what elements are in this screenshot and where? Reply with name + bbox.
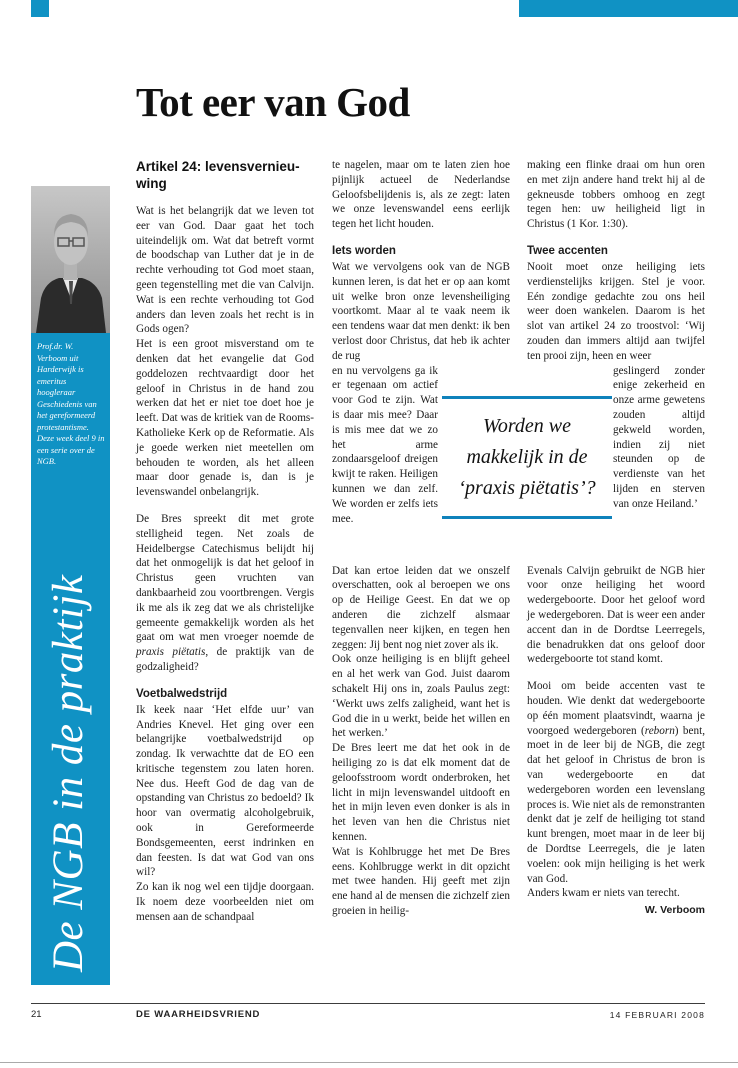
paragraph: Anders kwam er niets van terecht. — [527, 887, 680, 900]
accent-corner-bar — [519, 0, 738, 17]
italic-phrase: praxis piëtatis — [136, 646, 206, 659]
paragraph: Wat is Kohlbrugge het met De Bres eens. Kohlbrugge werkt in dit opzicht met twee handen. Hij geeft met zijn ene hand al de mensen die zichzelf zien groeien in heilig- — [332, 845, 510, 917]
subheading-iets-worden: Iets worden — [332, 244, 396, 257]
article-kicker: Artikel 24: levensvernieuwing — [136, 159, 300, 191]
italic-phrase: reborn — [644, 724, 675, 737]
paragraph: Evenals Calvijn gebruikt de NGB hier voor onze heiliging het woord wedergeboorte. Door het geloof word je wedergeboren. Dat is weer een ander accent dan in de Dordtse Leerregels, die benadrukken dat ons geloof door wedergeboorte tot stand komt. — [527, 564, 705, 666]
paragraph: Nooit moet onze heiliging iets verdienstelijks krijgen. Stel je voor. Eén zondige gedachte zou ons heil weer doen wankelen. Daarom is het slot van artikel 24 zo troostvol: ‘Wij zouden dan immers altijd aan twijfel ten prooi zijn, heen en weer — [527, 260, 705, 362]
paragraph — [136, 512, 314, 675]
subheading-voetbalwedstrijd: Voetbalwedstrijd — [136, 687, 228, 700]
accent-corner-square — [31, 0, 49, 17]
paragraph-text: ) bent, moet in de leer bij de NGB, die zegt dat het geloof in Christus de bron is van wedergeboorte en dat wedergeboren worden een levenslang proces is. Wie niet als de remonstranten denkt dat je zelf de heiliging tot stand kunt brengen, moet maar in de leer bij de Dordtse Leerregels, die je laten voelen: ook mijn heiliging is het werk van God. — [527, 724, 705, 885]
article-column-1 — [136, 158, 314, 925]
paragraph: Dat kan ertoe leiden dat we onszelf overschatten, ook al beroepen we ons op de Heilige Geest. En dat we op anderen die zichzelf alsmaar tegenvallen neer kijken, en tegen hen zeggen: Jij bent nog niet zover als ik. — [332, 564, 510, 651]
publication-name: DE WAARHEIDSVRIEND — [136, 1009, 261, 1020]
article-title: Tot eer van God — [136, 79, 410, 125]
paragraph: Ook onze heiliging is en blijft geheel en al het werk van God. Juist daarom schakelt Hij ons in, zoals Paulus zegt: ‘Werkt uws zelfs zaligheid, want het is God die in u werkt, beide het willen en het werken.’ — [332, 653, 510, 740]
paragraph-text: en nu vervolgens ga ik er tegenaan om actief voor God te zijn. Wat is daar mis mee? Daar is mis mee dat we zo het arme zondaarsgeloof dreigen kwijt te raken. Heiligen kunnen we dan zelf. We worden er zelfs iets mee. — [332, 364, 438, 525]
paragraph — [527, 679, 705, 886]
footer-rule — [31, 1003, 705, 1004]
paragraph: Wat we vervolgens ook van de NGB kunnen leren, is dat het er op aan komt uit welke bron onze levensheiliging voortkomt. Maar al te vaak neem ik een tendens waar dat men denkt: ik ben verlost door Christus, dat heb ik achter de rug — [332, 260, 510, 362]
article-column-2 — [332, 158, 510, 919]
paragraph-text: , de praktijk van de godzaligheid? — [136, 646, 314, 673]
paragraph: Ik keek naar ‘Het elfde uur’ van Andries Knevel. Het ging over een belangrijke voetbalwedstrijd op zondag. Ik verwachtte dat de EO een kritische tegenstem zou laten horen. Nee dus. Heeft God de dag van de opstanding van Christus zo bedoeld? Ik hoor van overmatig alcoholgebruik, ook in Gereformeerde Bondsgemeenten, eerst indrinken en dan feesten. Is dat wat God van ons wil? — [136, 703, 314, 879]
paragraph: De Bres leert me dat het ook in de heiliging zo is dat elk moment dat de geloofsstroom wordt onderbroken, het licht in mijn levenswandel uitdooft en het in mijn leven even donker is als in het leven van hen die Christus niet kennen. — [332, 742, 510, 843]
paragraph-text: geslingerd zonder enige zekerheid en onze arme gewetens zouden altijd gekweld worden, indien zij niet steunden op de verdienste van het lijden en sterven van onze Heiland.’ — [613, 364, 705, 510]
issue-date: 14 FEBRUARI 2008 — [609, 1010, 705, 1020]
paragraph-text: Mooi om beide accenten vast te houden. Wie denkt dat wedergeboorte op één moment plaatsvindt, waarna je voorgoed wedergeboren ( — [527, 680, 705, 737]
paragraph: Wat is het belangrijk dat we leven tot eer van God. Daar gaat het toch uiteindelijk om. Wat dat betreft vormt de boodschap van Luther dat je in de rechte verhouding tot God moet staan, geen tegenstelling met die van Calvijn. Wat is een rechte verhouding tot God anders dan leven zoals het recht is in Gods ogen? — [136, 205, 314, 336]
photo-caption: Prof.dr. W. Verboom uit Harderwijk is emeritus hoogleraar Geschiedenis van het gereformeerd protestantisme. Deze week deel 9 in een serie over de NGB. — [37, 341, 105, 466]
portrait-photo — [31, 186, 110, 333]
paragraph: Zo kan ik nog wel een tijdje doorgaan. Ik noem deze voorbeelden niet om mensen aan de schandpaal — [136, 881, 314, 923]
page-bottom-edge — [0, 1062, 738, 1063]
page-number: 21 — [31, 1009, 42, 1020]
author-byline: W. Verboom — [644, 904, 705, 917]
article-column-3 — [527, 158, 705, 918]
subheading-twee-accenten: Twee accenten — [527, 244, 608, 257]
paragraph: Het is een groot misverstand om te denken dat het evangelie dat God goddelozen rechtvaardigt door het geloof in Christus in de hand zou werken dat het er niet toe doet hoe je leeft. Dat was de kritiek van de Rooms-Katholieke Kerk op de Reformatie. Als je goede werken niet meetellen om behouden te worden, als het alleen maar door genade is, dan is je levenswandel onbelangrijk. — [136, 338, 314, 499]
paragraph-text: De Bres spreekt dit met grote stelligheid tegen. Net zoals de Heidelbergse Catechismus belijdt hij dat het onmogelijk is dat het geloof in Christus geen vruchten van dankbaarheid zou voortbrengen. Vergis ik me als ik zeg dat we als christelijke gemeente gemakkelijk worden als het gaat om wat men vroeger noemde de — [136, 512, 314, 644]
pull-quote: Worden we makkelijk in de ‘praxis piëtatis’? — [442, 396, 612, 519]
paragraph: te nagelen, maar om te laten zien hoe pijnlijk actueel de Nederlandse Geloofsbelijdenis is, als ze zegt: laten we onze levenswandel eens eerlijk tegen het licht houden. — [332, 159, 510, 231]
paragraph: making een flinke draai om hun oren en met zijn andere hand trekt hij al de gekneusde tobbers omhoog en zegt tegen hen: uw heiligheid ligt in Christus (1 Kor. 1:30). — [527, 159, 705, 231]
series-vertical-title: De NGB in de praktijk — [45, 574, 92, 972]
